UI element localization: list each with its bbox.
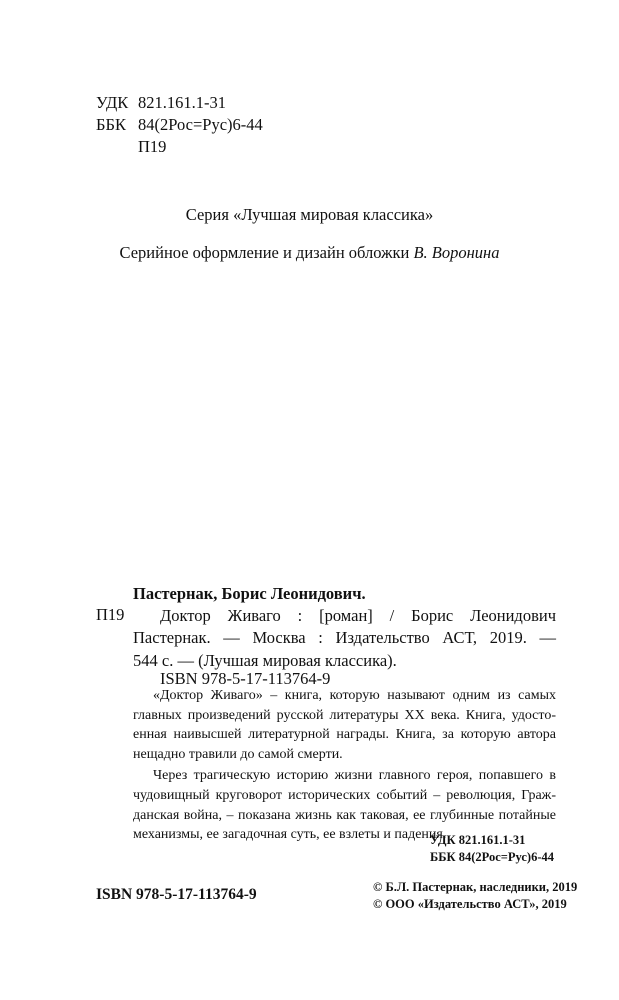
annotation-line: чудовищный круговорот исторических событий – революция, Граж-	[133, 787, 556, 803]
bottom-udk: УДК 821.161.1-31	[430, 833, 526, 847]
copyright-block	[373, 879, 577, 913]
udk-line	[96, 92, 263, 114]
design-credit-line	[0, 243, 619, 263]
annotation-line: механизмы, ее загадочная суть, ее взлеты и падения.	[133, 827, 447, 843]
annotation-line: «Доктор Живаго» – книга, которую называют одним из самых	[153, 688, 556, 703]
entry-isbn: ISBN 978-5-17-113764-9	[160, 669, 331, 688]
design-credit-author: В. Воронина	[413, 243, 500, 262]
udk-value: 821.161.1-31	[138, 93, 226, 112]
bbk-label: ББК	[96, 115, 126, 134]
author-mark: П19	[138, 137, 167, 156]
copyright-author: © Б.Л. Пастернак, наследники, 2019	[373, 880, 578, 894]
entry-author-heading: Пастернак, Борис Леонидович.	[133, 584, 366, 603]
annotation-line: данская война, – показана жизнь как таковая, ее глубинные потайные	[133, 807, 556, 823]
series-line	[0, 205, 619, 225]
entry-description-line: 544 с. — (Лучшая мировая классика).	[133, 650, 397, 670]
bbk-line	[96, 114, 263, 136]
author-mark-line	[96, 136, 263, 158]
entry-description-line: Пастернак. — Москва : Издательство АСТ, 2019. —	[133, 628, 556, 647]
annotation-line: Через трагическую историю жизни главного героя, попавшего в	[153, 768, 556, 784]
series-text: Серия «Лучшая мировая классика»	[185, 205, 434, 224]
copyright-publisher: © ООО «Издательство АСТ», 2019	[373, 897, 567, 911]
udk-label: УДК	[96, 93, 129, 112]
bbk-value: 84(2Рос=Рус)6-44	[138, 115, 263, 134]
entry-description-line: Доктор Живаго : [роман] / Борис Леонидович	[160, 606, 556, 625]
annotation	[133, 686, 556, 845]
classification-block	[96, 92, 263, 158]
entry-description-cont	[133, 627, 556, 672]
annotation-line: енная наивысшей литературной награды. Книга, за которую автора	[133, 727, 556, 743]
entry-code: П19	[96, 605, 125, 624]
design-credit-prefix: Серийное оформление и дизайн обложки	[119, 243, 410, 262]
entry-description	[160, 605, 556, 628]
footer-isbn: ISBN 978-5-17-113764-9	[96, 886, 257, 903]
annotation-paragraph	[133, 686, 556, 764]
annotation-line: главных произведений русской литературы XX века. Книга, удосто-	[133, 707, 556, 723]
annotation-line: нещадно травили до самой смерти.	[133, 746, 343, 762]
bottom-bbk: ББК 84(2Рос=Рус)6-44	[430, 850, 554, 864]
bottom-classification	[430, 832, 554, 866]
